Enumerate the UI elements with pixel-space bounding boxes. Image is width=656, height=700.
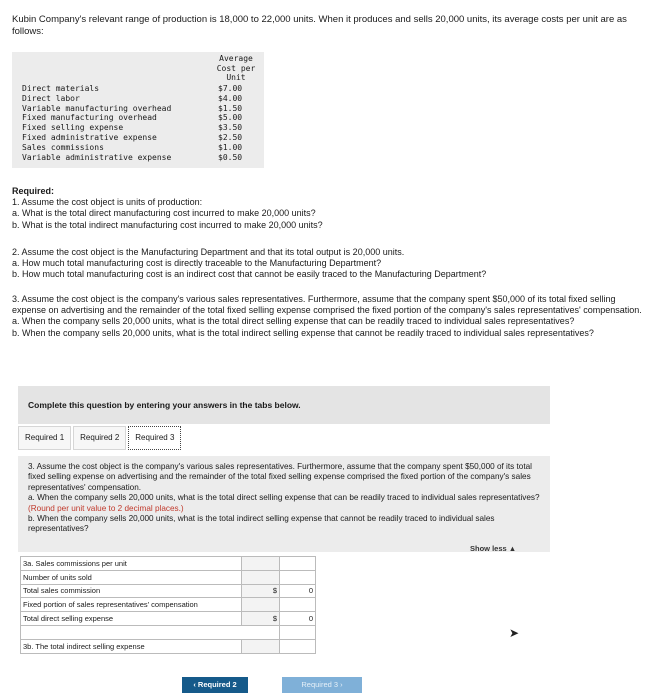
tab-required-1[interactable]: Required 1	[18, 426, 71, 450]
table-row	[21, 584, 316, 598]
cost-row	[22, 133, 258, 143]
table-row	[21, 639, 316, 653]
q3-line: 3. Assume the cost object is the company's various sales representatives. Furthermore, assume that the company spent $50,000 of its total fixed selling expense on advertising and the remainder of the total fixed selling expense comprised the fixed portion of the company's sales representatives' compensation.	[12, 294, 642, 316]
required-section	[12, 186, 644, 231]
cost-row	[22, 153, 258, 163]
table-row	[21, 557, 316, 571]
spacer-cell	[280, 625, 316, 639]
cost-label: Direct labor	[22, 93, 80, 103]
cost-value: $3.50	[218, 123, 243, 133]
q1-line: 1. Assume the cost object is units of production:	[12, 197, 203, 208]
currency-cell	[242, 570, 280, 584]
q2-line: a. How much total manufacturing cost is directly traceable to the Manufacturing Department?	[12, 258, 382, 269]
tab-bar	[18, 426, 183, 450]
cost-row	[22, 104, 258, 114]
question-3	[12, 294, 644, 339]
row-label: 3b. The total indirect selling expense	[21, 639, 242, 653]
tab-required-2[interactable]: Required 2	[73, 426, 126, 450]
cost-label: Sales commissions	[22, 142, 104, 152]
question-panel	[18, 456, 550, 552]
q2-line: 2. Assume the cost object is the Manufacturing Department and that its total output is 20,000 units.	[12, 247, 405, 257]
mouse-cursor-icon: ➤	[509, 626, 520, 640]
spacer-cell	[242, 625, 280, 639]
cost-row	[22, 123, 258, 133]
table-row	[21, 625, 316, 639]
table-row	[21, 598, 316, 612]
fixed-portion-input[interactable]	[280, 598, 316, 612]
cost-value: $5.00	[218, 113, 243, 123]
cost-label: Variable manufacturing overhead	[22, 103, 172, 113]
row-label: Number of units sold	[21, 570, 242, 584]
required-heading: Required:	[12, 186, 55, 196]
cost-label: Direct materials	[22, 84, 100, 93]
row-label: Fixed portion of sales representatives' compensation	[21, 598, 242, 612]
cost-value: $4.00	[218, 93, 243, 103]
instruction-banner: Complete this question by entering your answers in the tabs below.	[18, 386, 550, 424]
table-row	[21, 612, 316, 626]
cost-row	[22, 113, 258, 123]
answer-table	[20, 556, 316, 654]
cost-value: $1.50	[218, 103, 243, 113]
cost-value: $2.50	[218, 132, 243, 142]
show-less-toggle[interactable]: Show less ▲	[470, 544, 517, 553]
question-2	[12, 247, 644, 281]
q3-line: b. When the company sells 20,000 units, what is the total indirect selling expense that cannot be readily traced to individual sales representatives?	[12, 327, 594, 338]
next-button[interactable]: Required 3 ›	[282, 677, 362, 693]
q2-line: b. How much total manufacturing cost is an indirect cost that cannot be easily traced to the Manufacturing Department?	[12, 269, 487, 280]
indirect-expense-input[interactable]	[280, 639, 316, 653]
row-label	[21, 625, 242, 639]
currency-symbol: $	[242, 612, 280, 626]
cost-value: $0.50	[218, 152, 243, 162]
cost-label: Fixed selling expense	[22, 123, 124, 133]
cost-row	[22, 143, 258, 153]
cost-label: Variable administrative expense	[22, 152, 172, 162]
round-note: (Round per unit value to 2 decimal places.)	[28, 503, 184, 513]
cost-label: Fixed administrative expense	[22, 132, 157, 142]
sales-commission-input[interactable]	[280, 557, 316, 571]
q1-line: a. What is the total direct manufacturing cost incurred to make 20,000 units?	[12, 208, 316, 219]
total-direct-value: 0	[280, 612, 316, 626]
cost-table	[22, 84, 258, 162]
currency-cell	[242, 598, 280, 612]
q3-line: a. When the company sells 20,000 units, what is the total direct selling expense that can be readily traced to individual sales representatives?	[12, 316, 575, 327]
row-label: Total sales commission	[21, 584, 242, 598]
currency-cell	[242, 639, 280, 653]
row-label: Total direct selling expense	[21, 612, 242, 626]
prev-button[interactable]: ‹ Required 2	[182, 677, 248, 693]
panel-a-text: a. When the company sells 20,000 units, what is the total direct selling expense that can be readily traced to individual sales representatives?	[28, 493, 540, 503]
q1-line: b. What is the total indirect manufacturing cost incurred to make 20,000 units?	[12, 219, 323, 230]
panel-b-text: b. When the company sells 20,000 units, what is the total indirect selling expense that cannot be readily traced to individual sales representatives?	[28, 514, 495, 534]
currency-symbol: $	[242, 584, 280, 598]
total-commission-value: 0	[280, 584, 316, 598]
cost-row	[22, 94, 258, 104]
problem-intro: Kubin Company's relevant range of production is 18,000 to 22,000 units. When it produces and sells 20,000 units, its average costs per unit are as follows:	[12, 14, 627, 37]
cost-table-header: Average Cost per Unit	[216, 54, 256, 82]
tab-required-3[interactable]: Required 3	[128, 426, 181, 450]
cost-row	[22, 84, 258, 94]
row-label: 3a. Sales commissions per unit	[21, 557, 242, 571]
table-row	[21, 570, 316, 584]
cost-label: Fixed manufacturing overhead	[22, 113, 157, 123]
currency-cell	[242, 557, 280, 571]
units-sold-input[interactable]	[280, 570, 316, 584]
panel-text: 3. Assume the cost object is the company's various sales representatives. Furthermore, assume that the company spent $50,000 of its total fixed selling expense on advertising and the remainder of the total fixed selling expense comprised the fixed portion of the company's sales representatives' compensation.	[28, 462, 532, 492]
cost-value: $7.00	[218, 84, 243, 93]
cost-value: $1.00	[218, 142, 243, 152]
